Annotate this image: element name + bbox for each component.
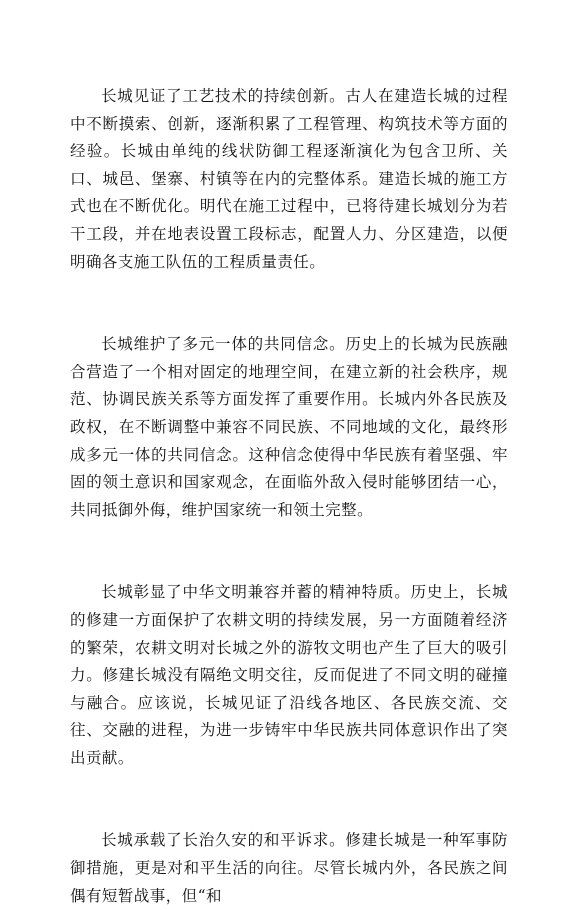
paragraph-shared-belief: 长城维护了多元一体的共同信念。历史上的长城为民族融合营造了一个相对固定的地理空间，在建立新的社会秩序，规范、协调民族关系等方面发挥了重要作用。长城内外各民族及政权，在不断调整中兼容不同民族、不同地域的文化，最终形成多元一体的共同信念。这种信念使得中华民族有着坚强、牢固的领土意识和国家观念，在面临外敌入侵时能够团结一心，共同抵御外侮，维护国家统一和领土完整。 [70,335,508,519]
paragraph-peace-aspiration: 长城承载了长治久安的和平诉求。修建长城是一种军事防御措施，更是对和平生活的向往。尽管长城内外，各民族之间偶有短暂战事，但“和 [70,831,508,905]
paragraph-craft-innovation: 长城见证了工艺技术的持续创新。古人在建造长城的过程中不断摸索、创新，逐渐积累了工程管理、构筑技术等方面的经验。长城由单纯的线状防御工程逐渐演化为包含卫所、关口、城邑、堡寨、村镇等在内的完整体系。建造长城的施工方式也在不断优化。明代在施工过程中，已将待建长城划分为若干工段，并在地表设置工段标志，配置人力、分区建造，以便明确各支施工队伍的工程质量责任。 [70,87,508,271]
paragraph-inclusive-spirit: 长城彰显了中华文明兼容并蓄的精神特质。历史上，长城的修建一方面保护了农耕文明的持续发展，另一方面随着经济的繁荣，农耕文明对长城之外的游牧文明也产生了巨大的吸引力。修建长城没有隔绝文明交往，反而促进了不同文明的碰撞与融合。应该说，长城见证了沿线各地区、各民族交流、交往、交融的进程，为进一步铸牢中华民族共同体意识作出了突出贡献。 [70,583,508,767]
